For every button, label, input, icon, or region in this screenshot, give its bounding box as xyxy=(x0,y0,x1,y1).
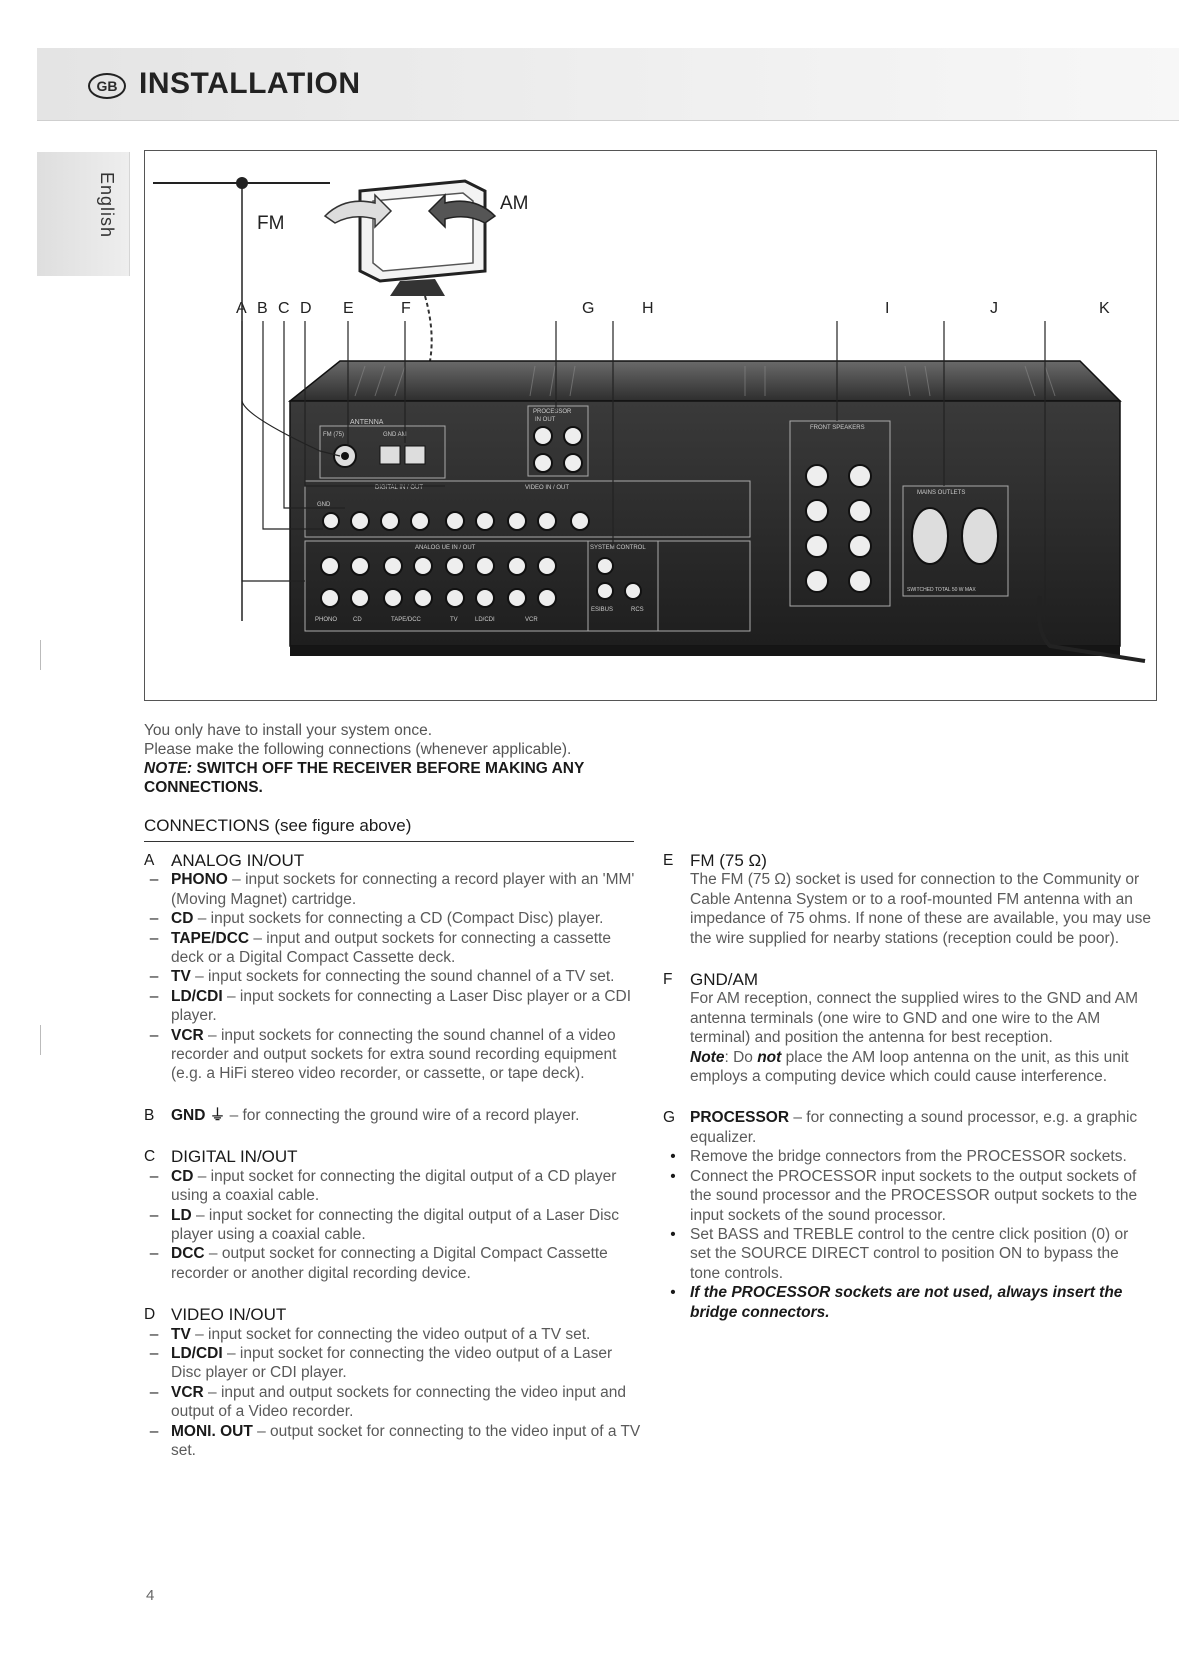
callout-e: E xyxy=(343,300,354,317)
vcr-panel-label: VCR xyxy=(525,617,538,623)
intro-text xyxy=(144,721,664,797)
bullet-item: • Connect the PROCESSOR input sockets to the output sockets of the sound processor and the PROCESSOR output sockets to the input sockets of the sound processor. xyxy=(670,1167,1138,1224)
list-item: – TV – input sockets for connecting the sound channel of a TV set. xyxy=(149,968,615,986)
section-g xyxy=(663,1108,1153,1321)
list-item: – TAPE/DCC – input and output sockets for connecting a cassette deck or a Digital Compact Cassette deck. xyxy=(149,929,611,967)
callout-j: J xyxy=(990,300,998,317)
item-term: TAPE/DCC xyxy=(171,929,250,947)
digital-video-sockets xyxy=(323,512,589,530)
list-item: – LD/CDI – input sockets for connecting a Laser Disc player or a CDI player. xyxy=(149,987,632,1025)
callout-letters xyxy=(236,300,1110,317)
note-text: SWITCH OFF THE RECEIVER BEFORE MAKING ANY CONNECTIONS. xyxy=(144,760,585,796)
item-term: CD xyxy=(171,910,194,928)
section-title: ANALOG IN/OUT xyxy=(171,851,305,870)
bullet-text: Connect the PROCESSOR input sockets to the output sockets of the sound processor and the PROCESSOR output sockets to the input sockets of the sound processor. xyxy=(690,1167,1138,1224)
callout-k: K xyxy=(1099,300,1110,317)
gnd-terminal xyxy=(380,446,400,464)
list-item: – VCR – input and output sockets for connecting the video input and output of a Video recorder. xyxy=(149,1383,626,1421)
item-text: – input sockets for connecting a record player with an 'MM' (Moving Magnet) cartridge. xyxy=(171,871,635,908)
gnd-panel-label: GND xyxy=(317,502,331,508)
item-term: DCC xyxy=(171,1245,205,1263)
list-item: – TV – input socket for connecting the video output of a TV set. xyxy=(149,1325,591,1343)
section-a xyxy=(144,851,644,1084)
intro-line-2: Please make the following connections (whenever applicable). xyxy=(144,741,572,758)
am-terminal xyxy=(405,446,425,464)
section-title: VIDEO IN/OUT xyxy=(171,1305,287,1325)
front-speakers-panel-label: FRONT SPEAKERS xyxy=(810,425,865,431)
margin-mark xyxy=(40,1025,41,1055)
item-term: PHONO xyxy=(171,871,228,889)
item-term: LD/CDI xyxy=(171,1344,223,1362)
section-body: The FM (75 Ω) socket is used for connection to the Community or Cable Antenna System or to a roof-mounted FM antenna with an impedance of 75 ohms. If none of these are available, you may use the wire supplied for nearby stations (reception could be poor). xyxy=(690,871,1151,947)
item-term: VCR xyxy=(171,1026,204,1044)
item-term: LD xyxy=(171,1206,192,1224)
item-text: – input and output sockets for connecting a cassette deck or a Digital Compact Cassette deck. xyxy=(171,929,611,967)
section-b xyxy=(144,1106,644,1125)
gnd-am-panel-label: GND AM xyxy=(383,432,407,438)
item-text: – input socket for connecting the video output of a Laser Disc player or CDI player. xyxy=(171,1344,613,1382)
item-text: – input sockets for connecting a Laser Disc player or a CDI player. xyxy=(171,987,632,1025)
section-letter: E xyxy=(663,852,674,869)
page-number: 4 xyxy=(146,1587,155,1604)
callout-c: C xyxy=(278,300,290,317)
item-term: MONI. OUT xyxy=(171,1422,253,1440)
note-label: Note xyxy=(690,1048,725,1066)
note-label: NOTE: xyxy=(144,760,193,777)
section-c xyxy=(144,1147,644,1283)
item-text: – for connecting the ground wire of a record player. xyxy=(225,1106,580,1124)
item-text: – input sockets for connecting the sound channel of a TV set. xyxy=(190,968,615,986)
tape-panel-label: TAPE/DCC xyxy=(391,617,421,623)
right-column xyxy=(663,851,1153,1344)
esibus-panel-label: ESIBUS xyxy=(591,607,614,613)
section-title: DIGITAL IN/OUT xyxy=(171,1147,298,1167)
section-letter: G xyxy=(663,1109,676,1127)
processor-panel-label: PROCESSOR xyxy=(533,409,572,415)
item-term: VCR xyxy=(171,1383,204,1401)
cd-panel-label: CD xyxy=(353,617,362,623)
language-tab-label: English xyxy=(97,172,117,239)
bullet-item: • Remove the bridge connectors from the PROCESSOR sockets. xyxy=(670,1148,1127,1166)
processor-io-label: IN OUT xyxy=(535,417,556,423)
item-text: – input sockets for connecting the sound channel of a video recorder and output sockets for extra sound recording equipment (e.g. a HiFi stereo video recorder, or cassette, or tape deck). xyxy=(171,1026,617,1083)
intro-line-1: You only have to install your system once. xyxy=(144,722,433,739)
am-loop-antenna xyxy=(325,181,495,296)
callout-f: F xyxy=(401,300,411,317)
item-text: – for connecting a sound processor, e.g. a graphic equalizer. xyxy=(690,1109,1138,1146)
antenna-panel-label: ANTENNA xyxy=(350,419,384,426)
section-title: GND/AM xyxy=(690,970,758,990)
language-badge: GB xyxy=(88,73,126,99)
fm75-panel-label: FM (75) xyxy=(323,432,344,438)
item-term: LD/CDI xyxy=(171,987,223,1005)
connections-heading: CONNECTIONS (see figure above) xyxy=(144,816,634,842)
page-title: INSTALLATION xyxy=(139,67,361,100)
callout-i: I xyxy=(885,300,890,317)
item-text: – input and output sockets for connecting the video input and output of a Video recorder. xyxy=(171,1383,626,1421)
section-f xyxy=(663,970,1153,1086)
am-label: AM xyxy=(500,193,529,214)
callout-h: H xyxy=(642,300,654,317)
list-item: – VCR – input sockets for connecting the sound channel of a video recorder and output sockets for extra sound recording equipment (e.g. a HiFi stereo video recorder, or cassette, or tape deck). xyxy=(149,1026,617,1083)
section-letter: C xyxy=(144,1148,156,1166)
system-control-panel-label: SYSTEM CONTROL xyxy=(590,545,646,551)
section-letter: B xyxy=(144,1106,155,1124)
item-text: – input socket for connecting the digital output of a CD player using a coaxial cable. xyxy=(171,1167,617,1205)
bullet-item: • Set BASS and TREBLE control to the centre click position (0) or set the SOURCE DIRECT control to position ON to bypass the tone controls. xyxy=(670,1225,1129,1282)
section-letter: A xyxy=(144,852,155,869)
section-intro xyxy=(690,1108,1153,1147)
list-item: – DCC – output socket for connecting a Digital Compact Cassette recorder or another digital recording device. xyxy=(149,1245,608,1282)
bullet-text: Set BASS and TREBLE control to the centre click position (0) or set the SOURCE DIRECT control to position ON to bypass the tone controls. xyxy=(690,1225,1129,1282)
section-note xyxy=(690,1048,1153,1087)
note-text: place the AM loop antenna on the unit, as this unit employs a computing device which could cause interference. xyxy=(690,1048,1129,1086)
phono-panel-label: PHONO xyxy=(315,617,338,623)
list-item: – PHONO – input sockets for connecting a record player with an 'MM' (Moving Magnet) cartridge. xyxy=(149,871,635,908)
callout-b: B xyxy=(257,300,268,317)
left-column xyxy=(144,851,644,1482)
item-term: CD xyxy=(171,1167,194,1185)
receiver-base xyxy=(290,646,1120,656)
bullet-text: If the PROCESSOR sockets are not used, always insert the bridge connectors. xyxy=(690,1284,1123,1321)
list-item: – CD – input socket for connecting the digital output of a CD player using a coaxial cable. xyxy=(149,1167,617,1205)
switched-panel-label: SWITCHED TOTAL 50 W MAX xyxy=(907,587,976,593)
analog-panel-label: ANALOG UE IN / OUT xyxy=(415,545,476,551)
section-title: FM (75 Ω) xyxy=(690,851,767,870)
ldcdi-panel-label: LD/CDI xyxy=(475,617,495,623)
section-letter: F xyxy=(663,971,673,989)
item-text: – input socket for connecting the video output of a TV set. xyxy=(190,1325,591,1343)
receiver-top xyxy=(290,361,1120,401)
section-letter: D xyxy=(144,1306,156,1324)
item-text: – input socket for connecting the digital output of a Laser Disc player using a coaxial cable. xyxy=(171,1206,620,1243)
intro-note xyxy=(144,759,664,797)
list-item: – MONI. OUT – output socket for connecting to the video input of a TV set. xyxy=(149,1422,641,1459)
note-text: : Do xyxy=(724,1048,758,1066)
section-d xyxy=(144,1305,644,1460)
item-text: – output socket for connecting to the video input of a TV set. xyxy=(171,1422,641,1459)
tv-panel-label: TV xyxy=(450,617,458,623)
note-emphasis: not xyxy=(757,1048,782,1066)
list-item: – CD – input sockets for connecting a CD (Compact Disc) player. xyxy=(149,910,604,928)
callout-g: G xyxy=(582,300,595,317)
item-text: – input sockets for connecting a CD (Compact Disc) player. xyxy=(193,910,604,928)
bullet-text: Remove the bridge connectors from the PROCESSOR sockets. xyxy=(690,1148,1127,1166)
item-text: – output socket for connecting a Digital Compact Cassette recorder or another digital recording device. xyxy=(171,1245,608,1282)
bullet-item: • If the PROCESSOR sockets are not used, always insert the bridge connectors. xyxy=(670,1284,1123,1321)
connection-diagram xyxy=(144,150,1157,701)
fm-antenna-junction xyxy=(236,177,248,189)
mains-outlets-panel-label: MAINS OUTLETS xyxy=(917,490,966,496)
rcs-panel-label: RCS xyxy=(631,607,644,613)
list-item: – LD/CDI – input socket for connecting the video output of a Laser Disc player or CDI player. xyxy=(149,1344,613,1382)
section-body: For AM reception, connect the supplied wires to the GND and AM antenna terminals (one wire to GND and one wire to the AM terminal) and position the antenna for best reception. xyxy=(690,990,1139,1047)
section-e xyxy=(663,851,1153,948)
callout-a: A xyxy=(236,300,247,317)
video-panel-label: VIDEO IN / OUT xyxy=(525,485,570,491)
item-term: GND ⏚ xyxy=(171,1106,226,1124)
digital-panel-label: DIGITAL IN / OUT xyxy=(375,485,424,491)
item-term: PROCESSOR xyxy=(690,1109,790,1127)
item-term: TV xyxy=(171,1325,191,1343)
list-item: – LD – input socket for connecting the digital output of a Laser Disc player using a coaxial cable. xyxy=(149,1206,620,1243)
fm-label: FM xyxy=(257,213,285,234)
margin-mark xyxy=(40,640,41,670)
receiver-rear-panel-illustration xyxy=(145,151,1156,700)
callout-d: D xyxy=(300,300,312,317)
item-term: TV xyxy=(171,968,191,986)
